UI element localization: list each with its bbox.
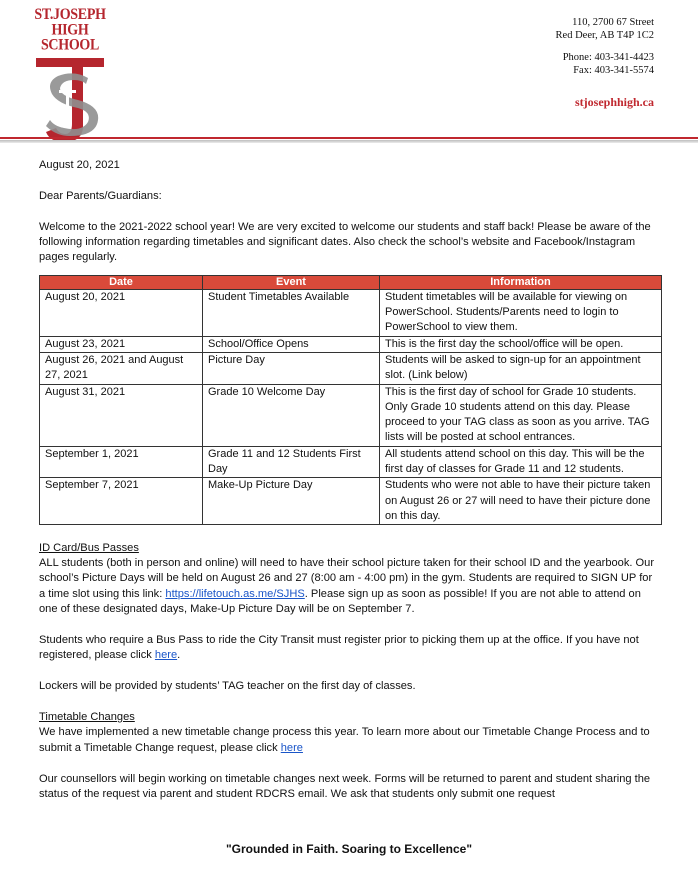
cell-date: August 26, 2021 and August 27, 2021 <box>40 353 203 385</box>
table-row <box>40 384 662 446</box>
cell-event: Student Timetables Available <box>203 289 380 336</box>
id-card-paragraph <box>39 556 661 618</box>
cell-info: All students attend school on this day. This will be the first day of classes for Grade 11 and 12 students. <box>380 446 662 478</box>
id-card-heading: ID Card/Bus Passes <box>39 541 139 554</box>
bus-pass-text: Students who require a Bus Pass to ride the City Transit must register prior to picking them up at the office. If you have not registered, please click <box>39 634 639 662</box>
school-name-line1: ST.JOSEPH <box>34 6 106 24</box>
counsellors-paragraph: Our counsellors will begin working on timetable changes next week. Forms will be returned to parent and student sharing the status of the request via parent and student RDCRS email. We ask that students only submit one request <box>39 772 651 801</box>
lifetouch-signup-link[interactable]: https://lifetouch.as.me/SJHS <box>165 587 305 600</box>
id-card-text-after: . Please sign up as soon as possible! If you are not able to attend on one of these designated days, Make-Up Picture Day will be on September 7. <box>39 587 641 616</box>
letter-salutation: Dear Parents/Guardians: <box>39 189 162 202</box>
cell-date: August 23, 2021 <box>40 336 203 352</box>
cell-info: Student timetables will be available for viewing on PowerSchool. Students/Parents need to login to PowerSchool to view them. <box>380 289 662 336</box>
cell-date: September 1, 2021 <box>40 446 203 478</box>
column-header-event: Event <box>203 275 380 289</box>
bus-pass-paragraph <box>39 633 661 664</box>
letter-intro: Welcome to the 2021-2022 school year! We are very excited to welcome our students and staff back! Please be aware of the following information regarding timetables and significant dates. Also check the school’s website and Facebook/Instagram pages regularly. <box>39 220 651 264</box>
address-line2: Red Deer, AB T4P 1C2 <box>555 30 654 41</box>
timetable-paragraph <box>39 725 661 756</box>
schedule-table <box>39 275 662 525</box>
cell-date: September 7, 2021 <box>40 478 203 525</box>
table-row <box>40 478 662 525</box>
column-header-information: Information <box>380 275 662 289</box>
timetable-heading: Timetable Changes <box>39 711 135 724</box>
timetable-here-link[interactable]: here <box>280 741 303 754</box>
cell-event: Make-Up Picture Day <box>203 478 380 525</box>
contact-block <box>556 16 654 77</box>
school-motto: "Grounded in Faith. Soaring to Excellence" <box>225 842 473 856</box>
table-row <box>40 446 662 478</box>
cell-event: School/Office Opens <box>203 336 380 352</box>
sj-monogram-icon <box>30 54 110 146</box>
cell-date: August 31, 2021 <box>40 384 203 446</box>
school-logo <box>30 6 110 146</box>
fax-number: Fax: 403-341-5574 <box>573 65 654 76</box>
lockers-paragraph: Lockers will be provided by students’ TAG teacher on the first day of classes. <box>39 680 416 693</box>
table-header-row <box>40 275 662 289</box>
cell-event: Grade 11 and 12 Students First Day <box>203 446 380 478</box>
table-row <box>40 289 662 336</box>
timetable-text: We have implemented a new timetable change process this year. To learn more about our Timetable Change Process and to submit a Timetable Change request, please click <box>39 726 650 754</box>
school-name <box>30 8 110 54</box>
cell-info: Students will be asked to sign-up for an appointment slot. (Link below) <box>380 353 662 385</box>
phone-number: Phone: 403-341-4423 <box>562 52 654 63</box>
table-row <box>40 336 662 352</box>
cell-event: Grade 10 Welcome Day <box>203 384 380 446</box>
school-name-line2: HIGH SCHOOL <box>40 22 100 55</box>
letter-body <box>39 158 661 803</box>
table-row <box>40 353 662 385</box>
letter-date: August 20, 2021 <box>39 159 120 171</box>
column-header-date: Date <box>40 275 203 289</box>
cell-info: This is the first day the school/office will be open. <box>380 336 662 352</box>
cell-event: Picture Day <box>203 353 380 385</box>
website-link[interactable]: stjosephhigh.ca <box>574 95 654 109</box>
cell-date: August 20, 2021 <box>40 289 203 336</box>
address-line1: 110, 2700 67 Street <box>572 17 654 28</box>
id-card-text: ALL students (both in person and online) will need to have their school picture taken for their school ID and the yearbook. Our school’s Picture Days will be held on August 26 and 27 (8:00 am - 4:00 pm) in the gym. Students are required to SIGN UP for a time slot using this link: <box>39 557 655 600</box>
header-divider <box>0 137 698 143</box>
bus-pass-here-link[interactable]: here <box>154 649 178 662</box>
bus-pass-text-after: . <box>177 649 181 662</box>
cell-info: Students who were not able to have their picture taken on August 26 or 27 will need to have their picture done on this day. <box>380 478 662 525</box>
cell-info: This is the first day of school for Grade 10 students. Only Grade 10 students attend on this day. Please proceed to your TAG class as soon as you arrive. TAG lists will be posted at school entrances. <box>380 384 662 446</box>
